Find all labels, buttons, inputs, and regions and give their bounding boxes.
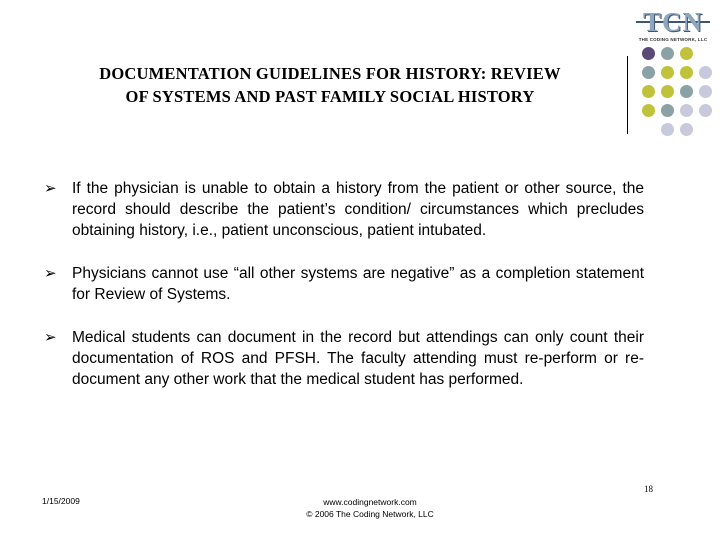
footer-copyright: © 2006 The Coding Network, LLC <box>306 509 434 519</box>
decorative-dot <box>661 66 674 79</box>
tcn-logo <box>632 8 714 44</box>
decorative-dot <box>642 104 655 117</box>
decorative-dot <box>661 85 674 98</box>
bullet-text: Physicians cannot use “all other systems are negative” as a completion statement for Review of Systems. <box>72 265 644 303</box>
logo-tagline: THE CODING NETWORK, LLC <box>638 37 708 42</box>
decorative-dot <box>680 85 693 98</box>
decorative-dot <box>661 123 674 136</box>
bullet-item <box>44 327 644 390</box>
decorative-dot <box>642 47 655 60</box>
footer-date: 1/15/2009 <box>42 496 80 506</box>
bullet-item <box>44 263 644 305</box>
bullet-text: Medical students can document in the record but attendings can only count their documentation of ROS and PFSH. The faculty attending must re-perform or re-document any other work that the medical student has performed. <box>72 329 644 388</box>
bullet-item <box>44 178 644 241</box>
decorative-dot <box>680 66 693 79</box>
decorative-dot <box>680 104 693 117</box>
decorative-dot <box>642 66 655 79</box>
decorative-dot <box>699 85 712 98</box>
page-number: 18 <box>644 484 653 494</box>
decorative-dot <box>661 104 674 117</box>
decorative-dot <box>680 47 693 60</box>
title-line-1: DOCUMENTATION GUIDELINES FOR HISTORY: REVIEW <box>99 64 561 83</box>
decorative-dot <box>699 104 712 117</box>
slide-title <box>20 62 640 108</box>
arrow-bullet-icon: ➢ <box>44 329 57 346</box>
decorative-dot <box>680 123 693 136</box>
bullet-text: If the physician is unable to obtain a history from the patient or other source, the record should describe the patient’s condition/ circumstances which precludes obtaining history, i.e., patient unconscious, patient intubated. <box>72 180 644 239</box>
decorative-dot <box>661 47 674 60</box>
footer-website: www.codingnetwork.com <box>323 497 417 507</box>
decorative-dot <box>699 66 712 79</box>
footer-info <box>230 496 510 520</box>
title-line-2: OF SYSTEMS AND PAST FAMILY SOCIAL HISTORY <box>125 87 535 106</box>
decorative-dot <box>642 85 655 98</box>
arrow-bullet-icon: ➢ <box>44 180 57 197</box>
logo-text: TCN <box>642 7 703 37</box>
arrow-bullet-icon: ➢ <box>44 265 57 282</box>
bullet-list <box>44 178 644 412</box>
